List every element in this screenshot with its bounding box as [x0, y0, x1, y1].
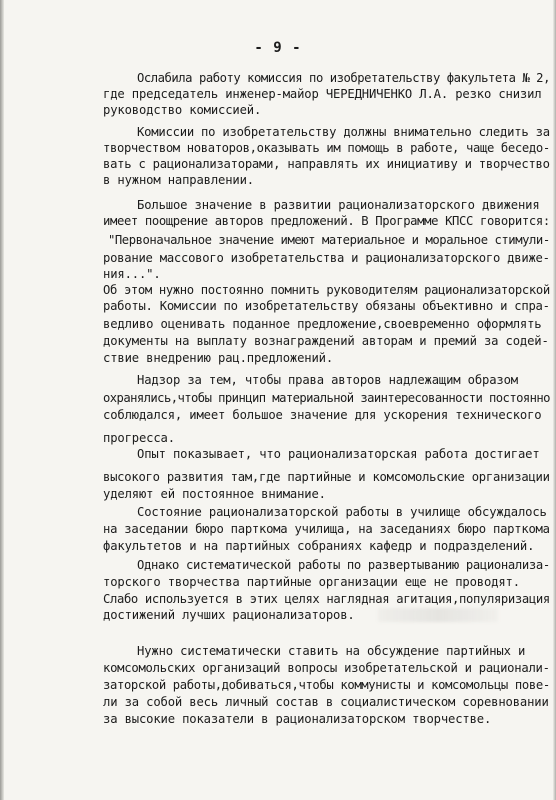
- text-line: высокого развития там,где партийные и комсомольские организации: [103, 470, 550, 484]
- faded-smudge: [378, 608, 498, 622]
- text-line: прогресса.: [103, 431, 175, 445]
- text-line: работы. Комиссии по изобретательству обязаны объективно и спра-: [103, 299, 550, 313]
- text-line: Комиссии по изобретательству должны внимательно следить за: [137, 125, 550, 139]
- text-line: ствие внедрению рац.предложений.: [103, 351, 333, 365]
- text-line: Слабо используется в этих целях наглядная агитация,популяризация: [103, 592, 550, 606]
- text-line: творчеством новаторов,оказывать им помощь в работе, чаще беседо-: [103, 141, 550, 155]
- quote-line: ния...".: [103, 267, 161, 281]
- text-line: Однако систематической работы по развертыванию рационализа-: [137, 558, 550, 572]
- text-line: документы на выплату вознаграждений авторам и премий за содей-: [103, 334, 549, 348]
- page-edge-left: [0, 0, 4, 800]
- text-line: заторской работы,добиваться,чтобы коммунисты и комсомольцы пове-: [103, 678, 550, 692]
- text-line: на заседании бюро парткома училища, на заседаниях бюро парткома: [103, 522, 550, 536]
- text-line: в нужном направлении.: [103, 173, 254, 187]
- text-line: Большое значение в развитии рационализаторского движения: [137, 198, 540, 212]
- text-line: достижений лучших рационализаторов.: [103, 608, 355, 622]
- page-number: - 9 -: [254, 40, 302, 56]
- text-line: ли за собой весь личный состав в социалистическом соревновании: [103, 695, 549, 709]
- text-line: комсомольских организаций вопросы изобретательской и рационали-: [103, 661, 550, 675]
- text-line: Опыт показывает, что рационализаторская работа достигает: [137, 447, 540, 461]
- text-line: торского творчества партийные организации еще не проводят.: [103, 575, 520, 589]
- text-line: руководство комиссией.: [103, 103, 262, 117]
- text-line: уделяют ей постоянное внимание.: [103, 487, 326, 501]
- text-line: Об этом нужно постоянно помнить руководителям рационализаторской: [103, 283, 550, 297]
- text-line: Ослабила работу комиссия по изобретательству факультета № 2,: [137, 71, 550, 85]
- text-line: Состояние рационализаторской работы в училище обсуждалось: [137, 505, 547, 519]
- text-line: Надзор за тем, чтобы права авторов надлежащим образом: [137, 373, 518, 387]
- text-line: где председатель инженер-майор ЧЕРЕДНИЧЕНКО Л.А. резко снизил: [103, 87, 542, 101]
- text-line: соблюдался, имеет большое значение для ускорения технического: [103, 408, 542, 422]
- text-line: факультетов и на партийных собраниях кафедр и подразделений.: [103, 539, 535, 553]
- text-line: Нужно систематически ставить на обсуждение партийных и: [137, 644, 526, 658]
- text-line: охранялись,чтобы принцип материальной заинтересованности постоянно: [103, 391, 550, 405]
- text-line: вать с рационализаторами, направлять их инициативу и творчество: [103, 157, 550, 171]
- quote-line: рование массового изобретательства и рационализаторского движе-: [103, 251, 550, 265]
- text-line: ведливо оценивать поданное предложение,своевременно оформлять: [103, 317, 542, 331]
- text-line: имеет поощрение авторов предложений. В Программе КПСС говорится:: [103, 214, 550, 228]
- quote-line: "Первоначальное значение имеют материальное и моральное стимули-: [108, 233, 550, 247]
- text-line: за высокие показатели в рационализаторском творчестве.: [103, 712, 492, 726]
